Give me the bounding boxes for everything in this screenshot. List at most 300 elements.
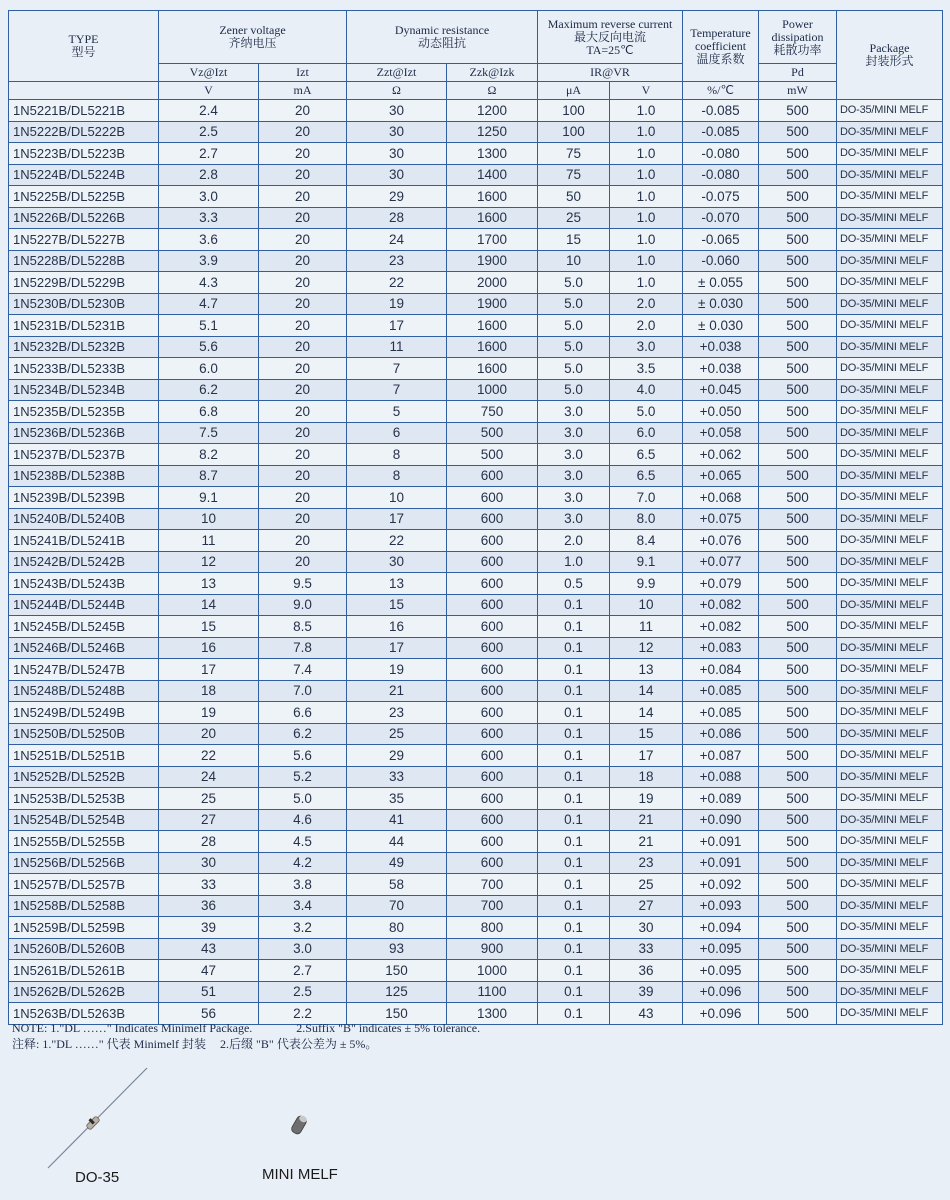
value-cell: 3.0 (538, 487, 610, 509)
value-cell: 33 (347, 766, 447, 788)
value-cell: 20 (259, 229, 347, 251)
value-cell: 2.5 (159, 121, 259, 143)
value-cell: 9.5 (259, 573, 347, 595)
value-cell: 1.0 (610, 121, 683, 143)
value-cell: 1.0 (610, 250, 683, 272)
type-cell: 1N5245B/DL5245B (9, 616, 159, 638)
type-cell: 1N5232B/DL5232B (9, 336, 159, 358)
value-cell: 1600 (447, 207, 538, 229)
value-cell: 20 (259, 100, 347, 122)
value-cell: 6.2 (159, 379, 259, 401)
package-cell: DO-35/MINI MELF (837, 788, 943, 810)
value-cell: 3.6 (159, 229, 259, 251)
value-cell: 500 (759, 207, 837, 229)
value-cell: 8.0 (610, 508, 683, 530)
value-cell: 500 (759, 422, 837, 444)
value-cell: 3.8 (259, 874, 347, 896)
value-cell: 600 (447, 852, 538, 874)
value-cell: 8 (347, 444, 447, 466)
package-cell: DO-35/MINI MELF (837, 745, 943, 767)
value-cell: 5.6 (259, 745, 347, 767)
type-cell: 1N5260B/DL5260B (9, 938, 159, 960)
type-cell: 1N5238B/DL5238B (9, 465, 159, 487)
sub-header: Zzt@Izt (347, 64, 447, 82)
value-cell: 9.1 (159, 487, 259, 509)
package-cell: DO-35/MINI MELF (837, 981, 943, 1003)
value-cell: +0.038 (683, 358, 759, 380)
value-cell: 21 (610, 809, 683, 831)
type-cell: 1N5251B/DL5251B (9, 745, 159, 767)
table-row (9, 938, 943, 960)
value-cell: 15 (347, 594, 447, 616)
value-cell: +0.096 (683, 981, 759, 1003)
package-cell: DO-35/MINI MELF (837, 809, 943, 831)
value-cell: +0.079 (683, 573, 759, 595)
value-cell: 600 (447, 530, 538, 552)
value-cell: 500 (759, 831, 837, 853)
type-cell: 1N5241B/DL5241B (9, 530, 159, 552)
value-cell: +0.092 (683, 874, 759, 896)
value-cell: 17 (347, 637, 447, 659)
value-cell: 21 (610, 831, 683, 853)
value-cell: 5.0 (538, 379, 610, 401)
value-cell: 0.1 (538, 788, 610, 810)
value-cell: 1400 (447, 164, 538, 186)
value-cell: 600 (447, 745, 538, 767)
value-cell: 4.7 (159, 293, 259, 315)
sub-header: Izt (259, 64, 347, 82)
note-zh-2: 2.后缀 "B" 代表公差为 ± 5%。 (220, 1037, 378, 1051)
value-cell: 10 (347, 487, 447, 509)
value-cell: 3.0 (159, 186, 259, 208)
value-cell: 1600 (447, 186, 538, 208)
reverse-current-header: Maximum reverse current 最大反向电流 TA=25℃ (538, 11, 683, 64)
value-cell: 500 (759, 465, 837, 487)
value-cell: 600 (447, 594, 538, 616)
table-row (9, 121, 943, 143)
value-cell: 800 (447, 917, 538, 939)
package-cell: DO-35/MINI MELF (837, 680, 943, 702)
package-cell: DO-35/MINI MELF (837, 293, 943, 315)
value-cell: 1300 (447, 143, 538, 165)
value-cell: 600 (447, 573, 538, 595)
value-cell: +0.062 (683, 444, 759, 466)
value-cell: 500 (759, 702, 837, 724)
table-row (9, 831, 943, 853)
value-cell: 3.3 (159, 207, 259, 229)
value-cell: 20 (259, 336, 347, 358)
value-cell: +0.093 (683, 895, 759, 917)
value-cell: 0.1 (538, 680, 610, 702)
type-cell: 1N5224B/DL5224B (9, 164, 159, 186)
table-row (9, 895, 943, 917)
package-cell: DO-35/MINI MELF (837, 143, 943, 165)
datasheet (8, 10, 942, 1025)
value-cell: 900 (447, 938, 538, 960)
value-cell: -0.080 (683, 164, 759, 186)
value-cell: -0.065 (683, 229, 759, 251)
value-cell: 0.1 (538, 809, 610, 831)
package-cell: DO-35/MINI MELF (837, 508, 943, 530)
value-cell: 36 (610, 960, 683, 982)
value-cell: 2.7 (259, 960, 347, 982)
type-cell: 1N5228B/DL5228B (9, 250, 159, 272)
value-cell: 700 (447, 874, 538, 896)
table-row (9, 960, 943, 982)
value-cell: 20 (259, 143, 347, 165)
package-cell: DO-35/MINI MELF (837, 702, 943, 724)
value-cell: +0.084 (683, 659, 759, 681)
package-cell: DO-35/MINI MELF (837, 895, 943, 917)
value-cell: 500 (759, 100, 837, 122)
table-row (9, 659, 943, 681)
value-cell: +0.085 (683, 702, 759, 724)
value-cell: 600 (447, 659, 538, 681)
package-cell: DO-35/MINI MELF (837, 379, 943, 401)
value-cell: 30 (347, 100, 447, 122)
type-cell: 1N5257B/DL5257B (9, 874, 159, 896)
value-cell: 5 (347, 401, 447, 423)
value-cell: 1900 (447, 250, 538, 272)
sub-header: Pd (759, 64, 837, 82)
value-cell: -0.085 (683, 121, 759, 143)
table-row (9, 788, 943, 810)
value-cell: 500 (759, 745, 837, 767)
value-cell: 500 (759, 164, 837, 186)
value-cell: 29 (347, 186, 447, 208)
value-cell: 22 (347, 272, 447, 294)
value-cell: 500 (759, 336, 837, 358)
value-cell: 500 (759, 315, 837, 337)
value-cell: 2.0 (610, 315, 683, 337)
value-cell: 7.4 (259, 659, 347, 681)
package-cell: DO-35/MINI MELF (837, 164, 943, 186)
package-cell: DO-35/MINI MELF (837, 444, 943, 466)
value-cell: +0.077 (683, 551, 759, 573)
sub-header: Zzk@Izk (447, 64, 538, 82)
package-cell: DO-35/MINI MELF (837, 938, 943, 960)
value-cell: 25 (538, 207, 610, 229)
value-cell: 20 (159, 723, 259, 745)
value-cell: 56 (159, 1003, 259, 1025)
value-cell: 20 (259, 444, 347, 466)
table-row (9, 336, 943, 358)
zener-spec-table (8, 10, 943, 1025)
type-cell: 1N5230B/DL5230B (9, 293, 159, 315)
value-cell: 500 (759, 379, 837, 401)
value-cell: 2.8 (159, 164, 259, 186)
value-cell: +0.038 (683, 336, 759, 358)
value-cell: +0.082 (683, 594, 759, 616)
value-cell: 600 (447, 788, 538, 810)
value-cell: 1000 (447, 379, 538, 401)
value-cell: 16 (159, 637, 259, 659)
value-cell: 1300 (447, 1003, 538, 1025)
value-cell: 25 (159, 788, 259, 810)
note-zh-1: 注释: 1."DL ……" 代表 Minimelf 封装 (12, 1037, 207, 1051)
value-cell: 8.7 (159, 465, 259, 487)
value-cell: 14 (159, 594, 259, 616)
value-cell: ± 0.055 (683, 272, 759, 294)
value-cell: 19 (347, 659, 447, 681)
value-cell: 20 (259, 250, 347, 272)
value-cell: 500 (759, 917, 837, 939)
value-cell: +0.050 (683, 401, 759, 423)
package-cell: DO-35/MINI MELF (837, 874, 943, 896)
value-cell: 1.0 (610, 207, 683, 229)
value-cell: 20 (259, 272, 347, 294)
value-cell: 5.2 (259, 766, 347, 788)
value-cell: 11 (159, 530, 259, 552)
value-cell: 5.0 (538, 336, 610, 358)
table-row (9, 573, 943, 595)
package-cell: DO-35/MINI MELF (837, 551, 943, 573)
value-cell: 1700 (447, 229, 538, 251)
value-cell: 14 (610, 702, 683, 724)
value-cell: 15 (538, 229, 610, 251)
table-body (9, 100, 943, 1025)
value-cell: 20 (259, 379, 347, 401)
package-cell: DO-35/MINI MELF (837, 831, 943, 853)
value-cell: 4.5 (259, 831, 347, 853)
table-row (9, 809, 943, 831)
value-cell: +0.085 (683, 680, 759, 702)
value-cell: 6.8 (159, 401, 259, 423)
table-row (9, 616, 943, 638)
unit-header: Ω (447, 82, 538, 100)
value-cell: +0.068 (683, 487, 759, 509)
value-cell: 75 (538, 164, 610, 186)
value-cell: 2.4 (159, 100, 259, 122)
table-row (9, 401, 943, 423)
value-cell: 4.3 (159, 272, 259, 294)
value-cell: 47 (159, 960, 259, 982)
table-row (9, 186, 943, 208)
package-cell: DO-35/MINI MELF (837, 401, 943, 423)
value-cell: 43 (610, 1003, 683, 1025)
value-cell: 1600 (447, 315, 538, 337)
type-cell: 1N5249B/DL5249B (9, 702, 159, 724)
value-cell: 6.5 (610, 465, 683, 487)
table-row (9, 766, 943, 788)
value-cell: 28 (347, 207, 447, 229)
value-cell: 5.0 (538, 293, 610, 315)
type-cell: 1N5246B/DL5246B (9, 637, 159, 659)
value-cell: 7.5 (159, 422, 259, 444)
value-cell: 2000 (447, 272, 538, 294)
value-cell: 30 (159, 852, 259, 874)
value-cell: 500 (759, 680, 837, 702)
unit-header: μA (538, 82, 610, 100)
value-cell: 6.5 (610, 444, 683, 466)
package-cell: DO-35/MINI MELF (837, 229, 943, 251)
type-cell: 1N5250B/DL5250B (9, 723, 159, 745)
value-cell: 27 (159, 809, 259, 831)
value-cell: 5.0 (538, 315, 610, 337)
value-cell: -0.060 (683, 250, 759, 272)
table-row (9, 981, 943, 1003)
value-cell: 500 (759, 723, 837, 745)
value-cell: 500 (759, 895, 837, 917)
table-row (9, 594, 943, 616)
value-cell: +0.075 (683, 508, 759, 530)
value-cell: 8 (347, 465, 447, 487)
type-cell: 1N5242B/DL5242B (9, 551, 159, 573)
type-cell: 1N5231B/DL5231B (9, 315, 159, 337)
unit-header: V (610, 82, 683, 100)
value-cell: 2.7 (159, 143, 259, 165)
value-cell: 8.5 (259, 616, 347, 638)
value-cell: 20 (259, 422, 347, 444)
value-cell: 50 (538, 186, 610, 208)
value-cell: 10 (159, 508, 259, 530)
value-cell: 20 (259, 164, 347, 186)
value-cell: 7.8 (259, 637, 347, 659)
package-cell: DO-35/MINI MELF (837, 422, 943, 444)
type-header: TYPE 型号 (9, 11, 159, 82)
table-row (9, 422, 943, 444)
value-cell: 6 (347, 422, 447, 444)
value-cell: 24 (159, 766, 259, 788)
value-cell: 4.6 (259, 809, 347, 831)
value-cell: 3.5 (610, 358, 683, 380)
value-cell: 19 (159, 702, 259, 724)
type-cell: 1N5258B/DL5258B (9, 895, 159, 917)
value-cell: 1900 (447, 293, 538, 315)
value-cell: 0.1 (538, 637, 610, 659)
table-row (9, 530, 943, 552)
value-cell: 500 (759, 186, 837, 208)
value-cell: 20 (259, 358, 347, 380)
table-row (9, 379, 943, 401)
type-cell: 1N5243B/DL5243B (9, 573, 159, 595)
value-cell: 58 (347, 874, 447, 896)
value-cell: 500 (759, 960, 837, 982)
table-row (9, 680, 943, 702)
package-cell: DO-35/MINI MELF (837, 207, 943, 229)
value-cell: 19 (347, 293, 447, 315)
value-cell: 500 (759, 508, 837, 530)
value-cell: 20 (259, 465, 347, 487)
type-cell: 1N5248B/DL5248B (9, 680, 159, 702)
value-cell: +0.089 (683, 788, 759, 810)
unit-header: mW (759, 82, 837, 100)
value-cell: 39 (159, 917, 259, 939)
value-cell: 500 (759, 852, 837, 874)
value-cell: 29 (347, 745, 447, 767)
value-cell: 17 (610, 745, 683, 767)
value-cell: 500 (759, 573, 837, 595)
value-cell: 5.6 (159, 336, 259, 358)
value-cell: +0.091 (683, 831, 759, 853)
table-row (9, 207, 943, 229)
value-cell: 500 (759, 444, 837, 466)
value-cell: 49 (347, 852, 447, 874)
value-cell: 70 (347, 895, 447, 917)
value-cell: 500 (759, 358, 837, 380)
value-cell: +0.083 (683, 637, 759, 659)
value-cell: 1.0 (538, 551, 610, 573)
type-cell: 1N5236B/DL5236B (9, 422, 159, 444)
package-cell: DO-35/MINI MELF (837, 358, 943, 380)
value-cell: 2.0 (538, 530, 610, 552)
value-cell: 15 (159, 616, 259, 638)
value-cell: 22 (159, 745, 259, 767)
value-cell: 3.2 (259, 917, 347, 939)
unit-header (9, 82, 159, 100)
value-cell: 13 (610, 659, 683, 681)
value-cell: 20 (259, 121, 347, 143)
value-cell: 6.2 (259, 723, 347, 745)
value-cell: 600 (447, 723, 538, 745)
value-cell: 600 (447, 702, 538, 724)
value-cell: 100 (538, 121, 610, 143)
value-cell: +0.088 (683, 766, 759, 788)
value-cell: 80 (347, 917, 447, 939)
type-cell: 1N5229B/DL5229B (9, 272, 159, 294)
package-cell: DO-35/MINI MELF (837, 336, 943, 358)
value-cell: 500 (759, 981, 837, 1003)
value-cell: 13 (347, 573, 447, 595)
table-row (9, 723, 943, 745)
value-cell: 11 (347, 336, 447, 358)
value-cell: 500 (759, 809, 837, 831)
type-cell: 1N5233B/DL5233B (9, 358, 159, 380)
value-cell: 28 (159, 831, 259, 853)
table-row (9, 465, 943, 487)
temp-coeff-header: Temperature coefficient 温度系数 (683, 11, 759, 82)
value-cell: 0.1 (538, 745, 610, 767)
value-cell: 0.1 (538, 895, 610, 917)
value-cell: 600 (447, 551, 538, 573)
value-cell: +0.091 (683, 852, 759, 874)
type-cell: 1N5226B/DL5226B (9, 207, 159, 229)
type-cell: 1N5262B/DL5262B (9, 981, 159, 1003)
value-cell: 25 (610, 874, 683, 896)
value-cell: 600 (447, 809, 538, 831)
mini-melf-label: MINI MELF (262, 1166, 338, 1183)
value-cell: 500 (759, 616, 837, 638)
value-cell: 3.0 (538, 444, 610, 466)
value-cell: 500 (759, 659, 837, 681)
table-row (9, 100, 943, 122)
value-cell: 27 (610, 895, 683, 917)
note-en-2: 2.Suffix "B" indicates ± 5% tolerance. (296, 1021, 481, 1035)
value-cell: 500 (759, 594, 837, 616)
value-cell: 0.5 (538, 573, 610, 595)
value-cell: 1600 (447, 336, 538, 358)
value-cell: -0.075 (683, 186, 759, 208)
package-cell: DO-35/MINI MELF (837, 272, 943, 294)
value-cell: 0.1 (538, 766, 610, 788)
value-cell: 20 (259, 551, 347, 573)
value-cell: 600 (447, 616, 538, 638)
value-cell: 1.0 (610, 143, 683, 165)
package-header: Package 封装形式 (837, 11, 943, 100)
type-cell: 1N5263B/DL5263B (9, 1003, 159, 1025)
value-cell: 30 (347, 164, 447, 186)
value-cell: 16 (347, 616, 447, 638)
value-cell: 20 (259, 401, 347, 423)
value-cell: 14 (610, 680, 683, 702)
value-cell: 1.0 (610, 186, 683, 208)
value-cell: 3.0 (610, 336, 683, 358)
type-cell: 1N5239B/DL5239B (9, 487, 159, 509)
value-cell: 41 (347, 809, 447, 831)
value-cell: 1.0 (610, 229, 683, 251)
value-cell: 3.4 (259, 895, 347, 917)
value-cell: 4.2 (259, 852, 347, 874)
